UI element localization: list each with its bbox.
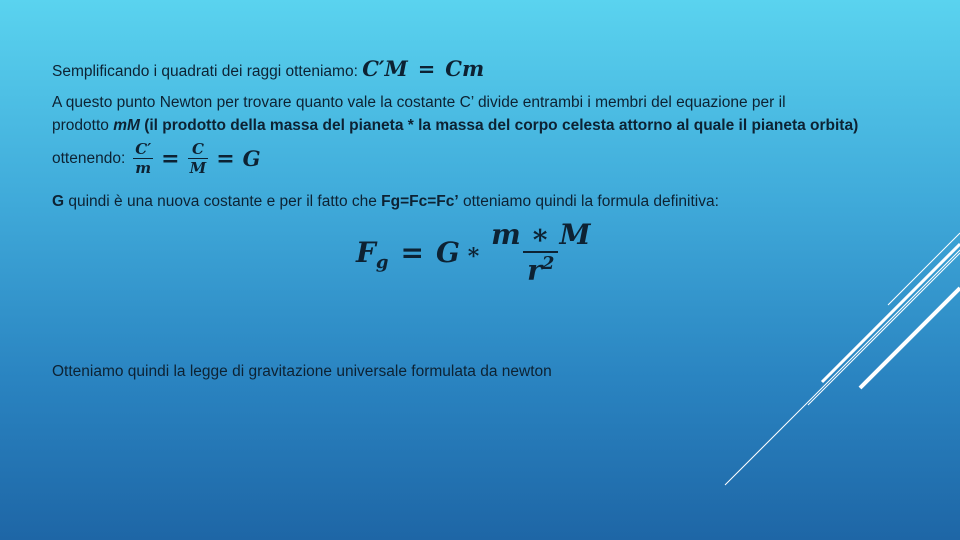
formula-numerator: m ∗ M [491,218,591,251]
equals-sign-2: = [216,145,235,172]
equation-left: C′M [362,56,408,81]
fraction2-numerator: C [191,140,204,158]
ottenendo-label: ottenendo: [52,149,126,167]
fraction1-denominator: m [135,159,152,177]
newton-paragraph-line1: A questo punto Newton per trovare quanto vale la costante C’ divide entrambi i membri del equazione per il [52,94,786,111]
decor-line-3 [808,253,960,405]
fraction1-numerator: C′ [135,140,152,158]
formula-r: r [527,253,542,287]
g-letter: G [52,193,65,210]
g-constant-text: quindi è una nuova costante e per il fatto che [64,193,382,210]
formula-G: G [435,235,460,269]
equation-sign: = [417,56,436,81]
decor-line-2 [822,244,960,382]
fraction2-denominator: M [189,159,207,177]
formula-subscript-g: g [375,251,389,273]
formula-equals: = [400,235,424,269]
product-explanation: (il prodotto della massa del pianeta * la massa del corpo celesta attorno al quale il pianeta orbita) [139,117,859,134]
conclusion-line: Otteniamo quindi la legge di gravitazione universale formulata da newton [52,363,552,380]
formula-exponent: 2 [541,253,555,274]
equation-right: Cm [445,56,485,81]
definitive-formula-text: otteniamo quindi la formula definitiva: [458,193,719,210]
equals-sign-1: = [161,145,180,172]
formula-F: F [356,235,376,269]
result-G: G [242,146,261,171]
product-mM: mM [113,117,140,134]
formula-times: ∗ [465,239,482,266]
simplification-text: Semplificando i quadrati dei raggi otteniamo: [52,63,363,80]
force-equality: Fg=Fc=Fc’ [381,193,459,210]
decor-line-1 [888,233,960,305]
product-prefix: prodotto [52,117,114,134]
decor-line-5 [725,250,960,485]
